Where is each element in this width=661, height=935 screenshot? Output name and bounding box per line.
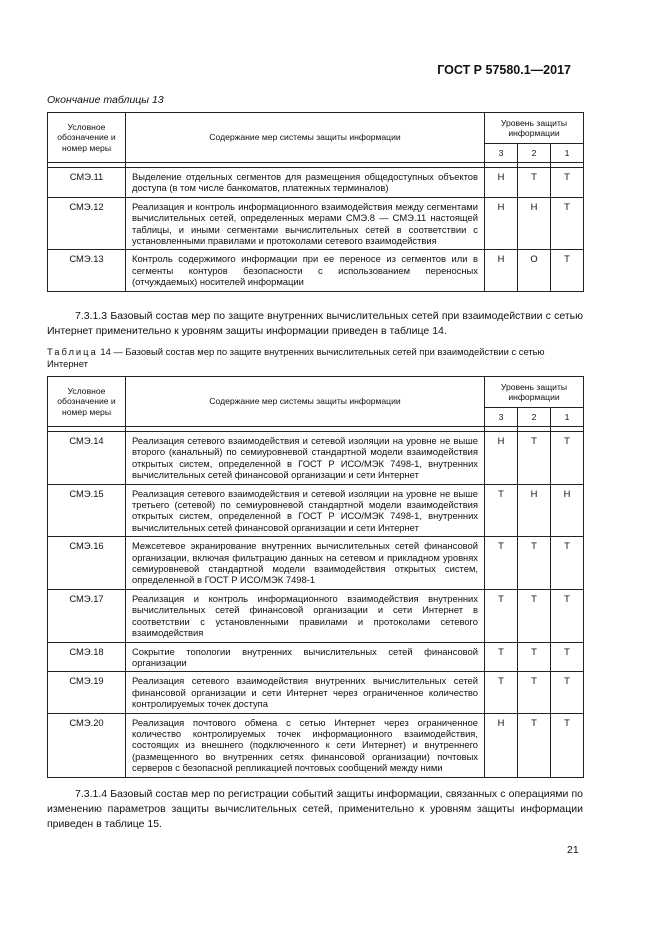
measure-code: СМЭ.19 <box>48 672 126 713</box>
measure-code: СМЭ.17 <box>48 589 126 642</box>
level-2-value: Н <box>518 197 551 250</box>
column-header-code: Условное обозначение и номер меры <box>48 377 126 427</box>
measure-code: СМЭ.20 <box>48 713 126 777</box>
measure-code: СМЭ.15 <box>48 484 126 537</box>
level-3-value: Н <box>485 197 518 250</box>
measure-code: СМЭ.13 <box>48 250 126 291</box>
measure-text: Реализация сетевого взаимодействия внутренних вычислительных сетей финансовой организации и сети Интернет через ограниченное количество контролируемых точек доступа <box>126 672 485 713</box>
table-14 <box>47 376 584 778</box>
measure-text: Сокрытие топологии внутренних вычислительных сетей финансовой организации <box>126 642 485 672</box>
level-2-value: Н <box>518 484 551 537</box>
table-row <box>48 589 584 642</box>
column-header-level-3: 3 <box>485 144 518 163</box>
table-row <box>48 642 584 672</box>
page-number: 21 <box>567 844 579 856</box>
table-row <box>48 484 584 537</box>
column-header-level-3: 3 <box>485 408 518 427</box>
measure-text: Реализация почтового обмена с сетью Интернет через ограниченное количество контролируемых точек информационного взаимодействия, состоящих из внешнего (подключенного к сети Интернет) и внутреннего (размещенного во внутренних сетях финансовой организации) почтовых серверов с безопасной репликацией почтовых сообщений между ними <box>126 713 485 777</box>
level-1-value: Т <box>551 168 584 198</box>
table-14-caption-label: Таблица <box>47 346 98 357</box>
measure-code: СМЭ.16 <box>48 537 126 590</box>
paragraph-7-3-1-3: 7.3.1.3 Базовый состав мер по защите внутренних вычислительных сетей при взаимодействии с сетью Интернет применительно к уровням защиты информации приведен в таблице 14. <box>47 310 583 337</box>
paragraph-7-3-1-4: 7.3.1.4 Базовый состав мер по регистрации событий защиты информации, связанных с операциями по изменению параметров защиты вычислительных сетей, применительно к уровням защиты информации приведен в таблице 15. <box>47 788 583 830</box>
table-row <box>48 250 584 291</box>
standard-number: ГОСТ Р 57580.1—2017 <box>437 63 571 77</box>
level-3-value: Т <box>485 672 518 713</box>
table-14-caption <box>47 346 583 369</box>
table-13 <box>47 112 584 292</box>
level-3-value: Н <box>485 713 518 777</box>
level-3-value: Н <box>485 250 518 291</box>
measure-text: Выделение отдельных сегментов для размещения общедоступных объектов доступа (в том числе банкоматов, платежных терминалов) <box>126 168 485 198</box>
measure-text: Реализация сетевого взаимодействия и сетевой изоляции на уровне не выше второго (канальный) по семиуровневой стандартной модели взаимодействия открытых систем, определенной в ГОСТ Р ИСО/МЭК 7498-1, внутренних вычислительных сетей финансовой организации и сети Интернет <box>126 432 485 485</box>
table-row <box>48 432 584 485</box>
column-header-level-2: 2 <box>518 144 551 163</box>
column-header-content: Содержание мер системы защиты информации <box>126 113 485 163</box>
level-2-value: Т <box>518 537 551 590</box>
column-header-levels: Уровень защиты информации <box>485 377 584 408</box>
table-row <box>48 713 584 777</box>
column-header-content: Содержание мер системы защиты информации <box>126 377 485 427</box>
table-row <box>48 168 584 198</box>
level-3-value: Н <box>485 168 518 198</box>
table-row <box>48 197 584 250</box>
level-1-value: Т <box>551 672 584 713</box>
level-3-value: Т <box>485 484 518 537</box>
level-1-value: Т <box>551 537 584 590</box>
level-2-value: Т <box>518 642 551 672</box>
level-2-value: Т <box>518 168 551 198</box>
measure-code: СМЭ.18 <box>48 642 126 672</box>
table-13-end-caption: Окончание таблицы 13 <box>47 94 164 106</box>
level-3-value: Т <box>485 642 518 672</box>
measure-text: Межсетевое экранирование внутренних вычислительных сетей финансовой организации, включая фильтрацию данных на сетевом и прикладном уровнях семиуровневой стандартной модели взаимодействия открытых систем, определенной в ГОСТ Р ИСО/МЭК 7498-1 <box>126 537 485 590</box>
level-1-value: Т <box>551 432 584 485</box>
column-header-level-2: 2 <box>518 408 551 427</box>
measure-text: Реализация и контроль информационного взаимодействия внутренних вычислительных сетей финансовой организации и сети Интернет в соответствии с установленными правилами и протоколами сетевого взаимодействия <box>126 589 485 642</box>
level-1-value: Т <box>551 250 584 291</box>
measure-code: СМЭ.12 <box>48 197 126 250</box>
column-header-code: Условное обозначение и номер меры <box>48 113 126 163</box>
level-2-value: Т <box>518 672 551 713</box>
table-row <box>48 672 584 713</box>
level-2-value: Т <box>518 432 551 485</box>
measure-text: Реализация сетевого взаимодействия и сетевой изоляции на уровне не выше третьего (сетевой) по семиуровневой стандартной модели взаимодействия открытых систем, определенной в ГОСТ Р ИСО/МЭК 7498-1, внутренних вычислительных сетей финансовой организации и сети Интернет <box>126 484 485 537</box>
level-3-value: Т <box>485 589 518 642</box>
column-header-levels: Уровень защиты информации <box>485 113 584 144</box>
level-3-value: Н <box>485 432 518 485</box>
level-3-value: Т <box>485 537 518 590</box>
measure-text: Реализация и контроль информационного взаимодействия между сегментами вычислительных сетей, определенных мерами СМЭ.8 — СМЭ.11 настоящей таблицы, и иными сегментами вычислительных сетей в соответствии с установленными правилами и протоколами сетевого взаимодействия <box>126 197 485 250</box>
column-header-level-1: 1 <box>551 144 584 163</box>
table-row <box>48 537 584 590</box>
level-1-value: Н <box>551 484 584 537</box>
level-1-value: Т <box>551 589 584 642</box>
measure-text: Контроль содержимого информации при ее переносе из сегментов или в сегменты контуров безопасности с использованием переносных (отчуждаемых) носителей информации <box>126 250 485 291</box>
table-14-caption-text: 14 — Базовый состав мер по защите внутренних вычислительных сетей при взаимодействии с сетью Интернет <box>47 346 545 369</box>
column-header-level-1: 1 <box>551 408 584 427</box>
level-1-value: Т <box>551 197 584 250</box>
level-1-value: Т <box>551 642 584 672</box>
level-2-value: Т <box>518 713 551 777</box>
level-2-value: О <box>518 250 551 291</box>
level-2-value: Т <box>518 589 551 642</box>
level-1-value: Т <box>551 713 584 777</box>
measure-code: СМЭ.11 <box>48 168 126 198</box>
measure-code: СМЭ.14 <box>48 432 126 485</box>
